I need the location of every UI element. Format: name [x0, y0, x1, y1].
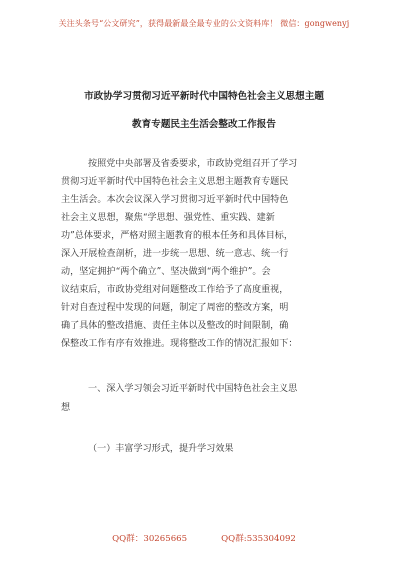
paragraph-line: 针对自查过程中发现的问题，制定了周密的整改方案，明 — [61, 303, 289, 313]
paragraph-line: 社会主义思想，聚焦“学思想、强党性、重实践、建新 — [61, 213, 275, 223]
paragraph-line: 动，坚定拥护“两个确立”、坚决做到“两个维护”。会 — [61, 267, 271, 277]
document-title-line-2: 教育专题民主生活会整改工作报告 — [132, 119, 276, 130]
paragraph-line: 贯彻习近平新时代中国特色社会主义思想主题教育专题民 — [61, 177, 289, 187]
subsection-heading-1: （一）丰富学习形式，提升学习效果 — [88, 444, 234, 454]
document-title-line-1: 市政协学习贯彻习近平新时代中国特色社会主义思想主题 — [84, 91, 324, 102]
header-banner: 关注头条号“公文研究”，获得最新最全最专业的公文资料库！ 微信：gongwenyj — [58, 19, 350, 28]
paragraph-line: 确了具体的整改措施、责任主体以及整改的时间限制，确 — [61, 321, 289, 331]
footer-contact — [0, 532, 408, 544]
paragraph-line: 保整改工作有序有效推进。现将整改工作的情况汇报如下： — [61, 339, 298, 349]
paragraph-line: 功”总体要求，严格对照主题教育的根本任务和具体目标， — [61, 231, 293, 241]
section-heading-1-continued: 想 — [61, 403, 71, 413]
paragraph-line: 深入开展检查剖析，进一步统一思想、统一意志、统一行 — [61, 249, 289, 259]
footer-qq-group-2: QQ群:535304092 — [221, 534, 296, 544]
paragraph-line: 按照党中央部署及省委要求，市政协党组召开了学习 — [88, 159, 298, 169]
paragraph-line: 主生活会。本次会议深入学习贯彻习近平新时代中国特色 — [61, 195, 289, 205]
paragraph-line: 议结束后，市政协党组对问题整改工作给予了高度重视， — [61, 285, 289, 295]
section-heading-1: 一、深入学习领会习近平新时代中国特色社会主义思 — [88, 384, 298, 394]
footer-qq-group-1: QQ群：30265665 — [112, 534, 188, 544]
